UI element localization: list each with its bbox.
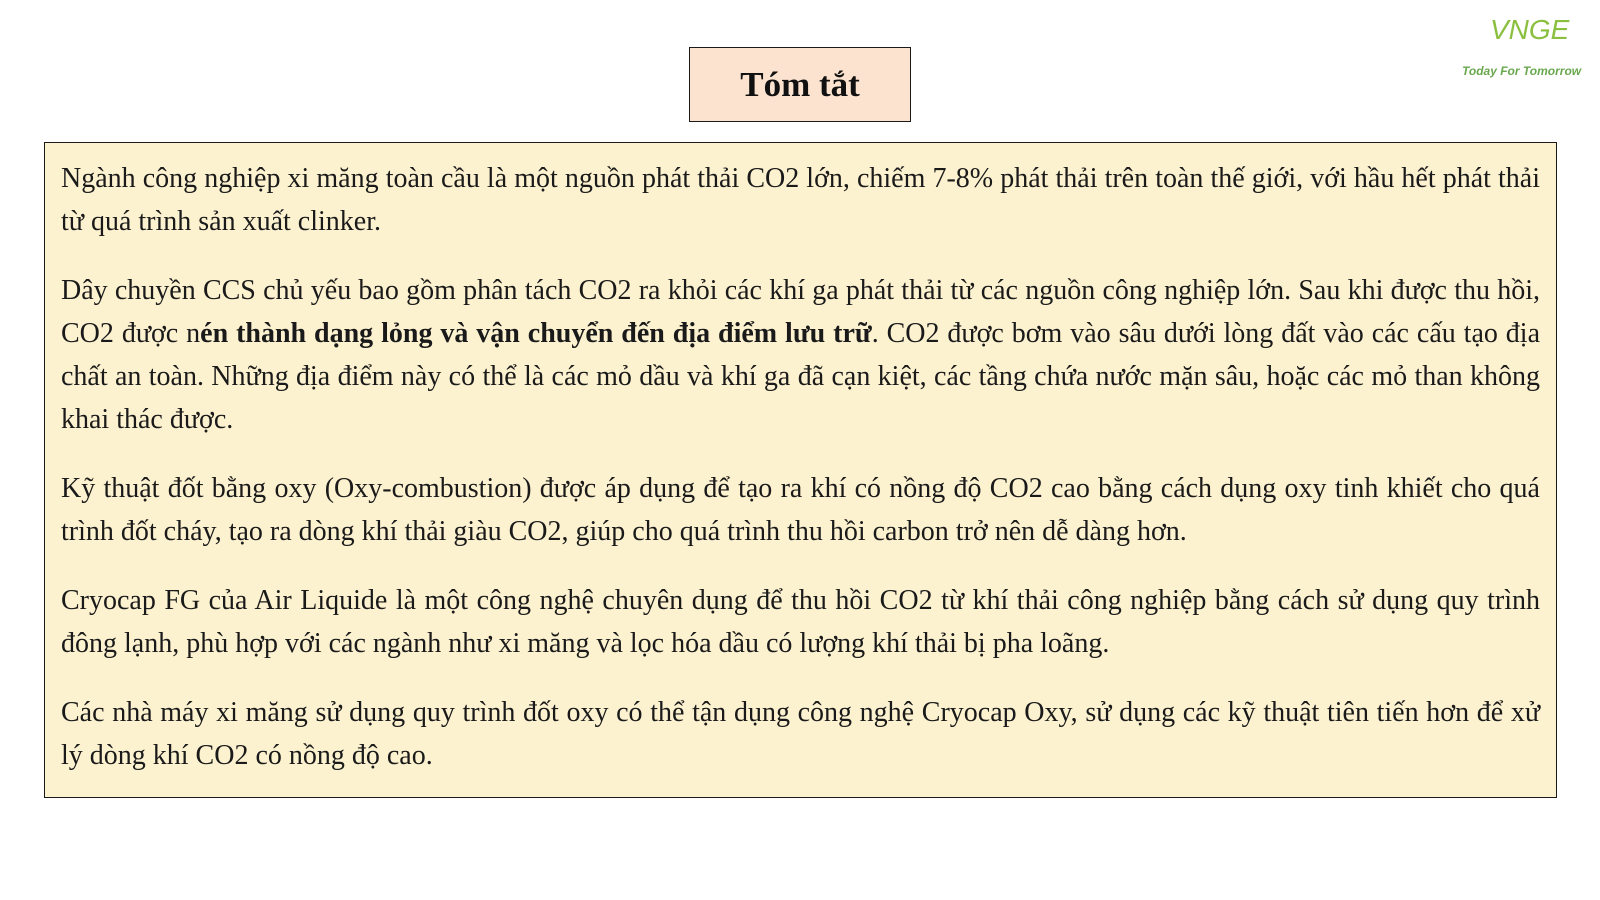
paragraph-cryocap-fg: Cryocap FG của Air Liquide là một công nghệ chuyên dụng để thu hồi CO2 từ khí thải công nghiệp bằng cách sử dụng quy trình đông lạnh, phù hợp với các ngành như xi măng và lọc hóa dầu có lượng khí thải bị pha loãng. [61,585,1540,659]
vnge-logo [1440,14,1590,84]
paragraph-ccs-chain: Dây chuyền CCS chủ yếu bao gồm phân tách CO2 ra khỏi các khí ga phát thải từ các nguồn công nghiệp lớn. Sau khi được thu hồi, CO2 được nén thành dạng lỏng và vận chuyển đến địa điểm lưu trữ. CO2 được bơm vào sâu dưới lòng đất vào các cấu tạo địa chất an toàn. Những địa điểm này có thể là các mỏ dầu và khí ga đã cạn kiệt, các tầng chứa nước mặn sâu, hoặc các mỏ than không khai thác được. [61,275,1541,435]
logo-tagline: Today For Tomorrow [1462,64,1582,78]
page-title: Tóm tắt [740,64,860,104]
logo-mark: VNGE [1490,14,1570,45]
title-box [689,47,911,122]
paragraph-cryocap-oxy: Các nhà máy xi măng sử dụng quy trình đốt oxy có thể tận dụng công nghệ Cryocap Oxy, sử dụng các kỹ thuật tiên tiến hơn để xử lý dòng khí CO2 có nồng độ cao. [61,697,1540,771]
paragraph-oxy-combustion: Kỹ thuật đốt bằng oxy (Oxy-combustion) được áp dụng để tạo ra khí có nồng độ CO2 cao bằng cách dụng oxy tinh khiết cho quá trình đốt cháy, tạo ra dòng khí thải giàu CO2, giúp cho quá trình thu hồi carbon trở nên dễ dàng hơn. [61,473,1540,547]
summary-content-box [44,142,1557,798]
emphasis-liquefaction-transport: én thành dạng lỏng và vận chuyển đến địa điểm lưu trữ [200,318,872,349]
paragraph-cement-emissions: Ngành công nghiệp xi măng toàn cầu là một nguồn phát thải CO2 lớn, chiếm 7-8% phát thải trên toàn thế giới, với hầu hết phát thải từ quá trình sản xuất clinker. [61,163,1540,237]
